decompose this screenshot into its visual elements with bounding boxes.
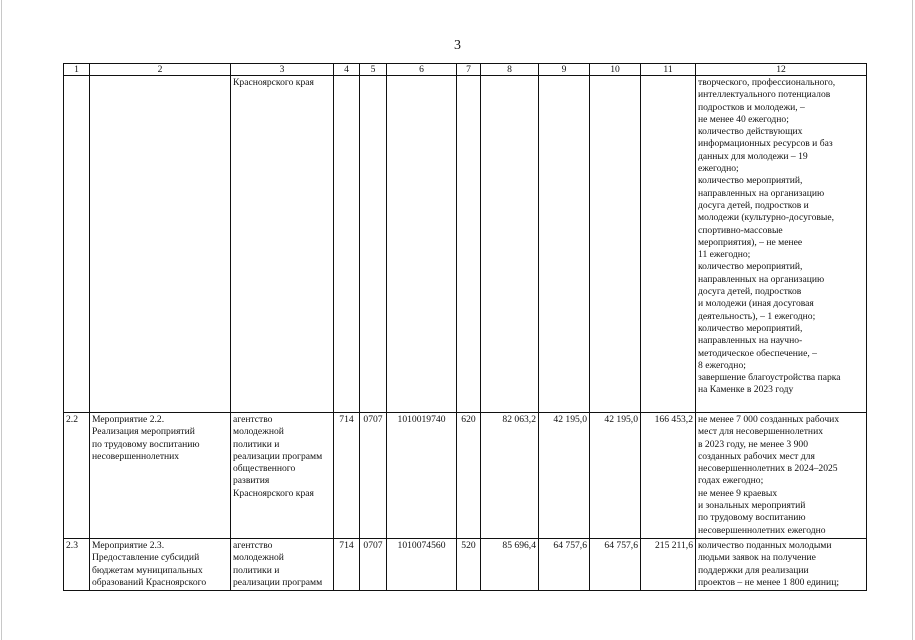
amount-2025-cell: 64 757,6 bbox=[590, 538, 641, 590]
amount-2023-cell bbox=[481, 76, 539, 413]
cell-line: информационных ресурсов и баз bbox=[698, 138, 833, 150]
cell-line: агентство bbox=[233, 539, 273, 551]
cell-line: не менее 7 000 созданных рабочих bbox=[698, 414, 840, 425]
amount-2024-cell bbox=[539, 76, 590, 413]
cell-line: политики и bbox=[233, 564, 280, 576]
cell-line: спортивно-массовые bbox=[698, 224, 783, 236]
section-code-cell: 0707 bbox=[360, 538, 387, 590]
cell-line: количество мероприятий, bbox=[698, 322, 803, 334]
amount-total-cell bbox=[641, 76, 696, 413]
activity-name-cell bbox=[90, 538, 231, 590]
cell-line: политики и bbox=[233, 438, 280, 450]
column-number: 2 bbox=[90, 64, 231, 76]
cell-line: поддержки для реализации bbox=[698, 564, 809, 576]
column-number: 5 bbox=[360, 64, 387, 76]
expected-result-cell bbox=[696, 538, 867, 590]
amount-2024-cell: 42 195,0 bbox=[539, 413, 590, 539]
table-row bbox=[64, 538, 867, 590]
cell-line: агентство bbox=[233, 414, 273, 425]
cell-line: количество поданных молодыми bbox=[698, 539, 832, 551]
amount-2025-cell bbox=[590, 76, 641, 413]
cell-line: в 2023 году, не менее 3 900 bbox=[698, 438, 808, 450]
column-number: 1 bbox=[64, 64, 90, 76]
expense-type-cell: 620 bbox=[457, 413, 481, 539]
cell-line: количество мероприятий, bbox=[698, 261, 803, 273]
amount-total-cell: 215 211,6 bbox=[641, 538, 696, 590]
cell-line: не менее 40 ежегодно; bbox=[698, 113, 789, 125]
item-number-cell: 2.3 bbox=[64, 538, 90, 590]
cell-line: реализации программ bbox=[233, 450, 323, 462]
cell-line: Реализация мероприятий bbox=[92, 426, 195, 438]
grbs-code-cell: 714 bbox=[334, 538, 360, 590]
column-number: 4 bbox=[334, 64, 360, 76]
cell-line: ежегодно; bbox=[698, 163, 739, 175]
cell-line: досуга детей, подростков и bbox=[698, 199, 809, 211]
table-row bbox=[64, 76, 867, 413]
grbs-code-cell: 714 bbox=[334, 413, 360, 539]
cell-line: образований Красноярского bbox=[92, 576, 207, 588]
cell-line: несовершеннолетних bbox=[92, 450, 180, 462]
cell-line: направленных на научно- bbox=[698, 335, 803, 347]
grbs-code-cell bbox=[334, 76, 360, 413]
cell-line: количество мероприятий, bbox=[698, 175, 803, 187]
cell-line: 8 ежегодно; bbox=[698, 359, 746, 371]
expected-result-cell bbox=[696, 413, 867, 539]
amount-2025-cell: 42 195,0 bbox=[590, 413, 641, 539]
cell-line: по трудовому воспитанию bbox=[92, 438, 200, 450]
column-number: 11 bbox=[641, 64, 696, 76]
cell-line: молодежной bbox=[233, 552, 284, 564]
activity-name-cell bbox=[90, 76, 231, 413]
cell-line: и зональных мероприятий bbox=[698, 500, 806, 512]
cell-line: подростков и молодежи, – bbox=[698, 101, 805, 113]
cell-line: мероприятия), – не менее bbox=[698, 236, 803, 248]
cell-line: несовершеннолетних в 2024–2025 bbox=[698, 463, 838, 475]
expense-type-cell bbox=[457, 76, 481, 413]
cell-line: направленных на организацию bbox=[698, 273, 825, 285]
cell-line: Мероприятие 2.2. bbox=[92, 414, 165, 425]
target-article-cell: 1010074560 bbox=[387, 538, 457, 590]
page-number: 3 bbox=[454, 38, 461, 53]
cell-line: развития bbox=[233, 475, 270, 487]
responsible-agency-cell bbox=[231, 76, 334, 413]
expected-result-cell bbox=[696, 76, 867, 413]
cell-line: созданных рабочих мест для bbox=[698, 450, 815, 462]
cell-line: деятельность), – 1 ежегодно; bbox=[698, 310, 816, 322]
cell-line: творческого, профессионального, bbox=[698, 77, 836, 88]
cell-line: завершение благоустройства парка bbox=[698, 372, 841, 384]
cell-line: и молодежи (иная досуговая bbox=[698, 298, 814, 310]
item-number-cell bbox=[64, 76, 90, 413]
target-article-cell: 1010019740 bbox=[387, 413, 457, 539]
cell-line: методическое обеспечение, – bbox=[698, 347, 817, 359]
column-number: 3 bbox=[231, 64, 334, 76]
responsible-agency-cell bbox=[231, 413, 334, 539]
column-number: 9 bbox=[539, 64, 590, 76]
cell-line: Красноярского края bbox=[233, 77, 314, 88]
cell-line: годах ежегодно; bbox=[698, 475, 764, 487]
program-activities-table bbox=[63, 63, 867, 591]
section-code-cell bbox=[360, 76, 387, 413]
cell-line: данных для молодежи – 19 bbox=[698, 150, 808, 162]
cell-line: реализации программ bbox=[233, 576, 323, 588]
cell-line: досуга детей, подростков bbox=[698, 286, 802, 298]
cell-line: людьми заявок на получение bbox=[698, 552, 816, 564]
table-row bbox=[64, 413, 867, 539]
column-number: 8 bbox=[481, 64, 539, 76]
amount-total-cell: 166 453,2 bbox=[641, 413, 696, 539]
cell-line: мест для несовершеннолетних bbox=[698, 426, 824, 438]
cell-line: интеллектуального потенциалов bbox=[698, 89, 831, 101]
column-number: 6 bbox=[387, 64, 457, 76]
cell-line: проектов – не менее 1 800 единиц; bbox=[698, 576, 839, 588]
amount-2023-cell: 82 063,2 bbox=[481, 413, 539, 539]
cell-line: Красноярского края bbox=[233, 487, 314, 499]
amount-2024-cell: 64 757,6 bbox=[539, 538, 590, 590]
cell-line: общественного bbox=[233, 463, 296, 475]
cell-line: направленных на организацию bbox=[698, 187, 825, 199]
section-code-cell: 0707 bbox=[360, 413, 387, 539]
column-number-row bbox=[64, 64, 867, 76]
cell-line: не менее 9 краевых bbox=[698, 487, 778, 499]
cell-line: молодежной bbox=[233, 426, 284, 438]
column-number: 7 bbox=[457, 64, 481, 76]
target-article-cell bbox=[387, 76, 457, 413]
cell-line: по трудовому воспитанию bbox=[698, 512, 806, 524]
cell-line: бюджетам муниципальных bbox=[92, 564, 203, 576]
scan-left-edge bbox=[1, 0, 2, 640]
cell-line: Мероприятие 2.3. bbox=[92, 539, 165, 551]
amount-2023-cell: 85 696,4 bbox=[481, 538, 539, 590]
cell-line: Предоставление субсидий bbox=[92, 552, 200, 564]
responsible-agency-cell bbox=[231, 538, 334, 590]
column-number: 10 bbox=[590, 64, 641, 76]
cell-line: несовершеннолетних ежегодно bbox=[698, 524, 826, 536]
cell-line: на Каменке в 2023 году bbox=[698, 384, 794, 396]
scan-right-edge bbox=[912, 0, 913, 640]
cell-line: молодежи (культурно-досуговые, bbox=[698, 212, 834, 224]
cell-line: 11 ежегодно; bbox=[698, 249, 751, 261]
activity-name-cell bbox=[90, 413, 231, 539]
expense-type-cell: 520 bbox=[457, 538, 481, 590]
column-number: 12 bbox=[696, 64, 867, 76]
item-number-cell: 2.2 bbox=[64, 413, 90, 539]
cell-line: количество действующих bbox=[698, 126, 803, 138]
